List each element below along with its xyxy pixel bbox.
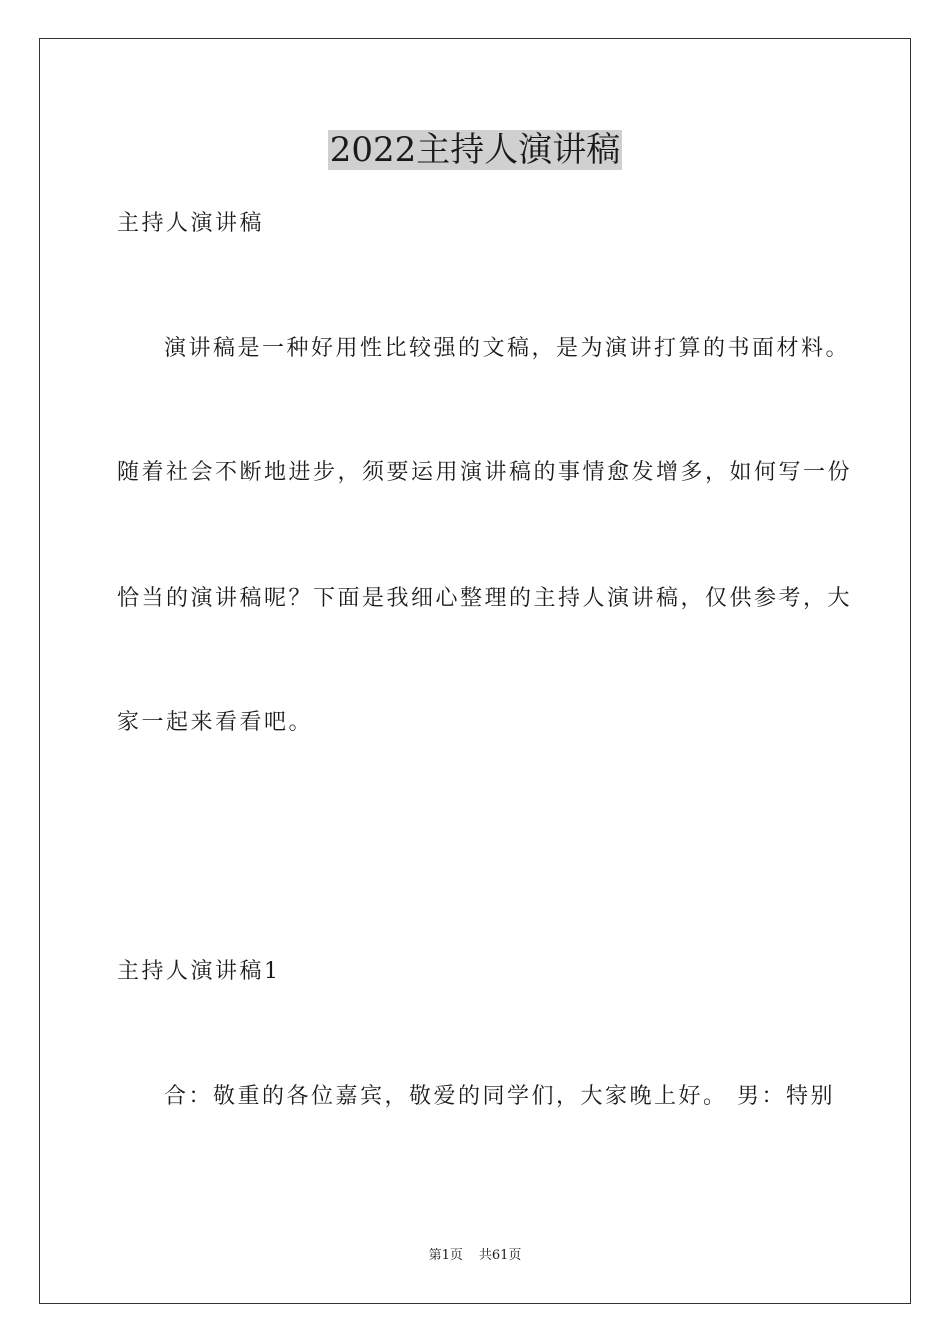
paragraph-line: 恰当的演讲稿呢？下面是我细心整理的主持人演讲稿，仅供参考，大 bbox=[117, 586, 853, 611]
page-number: 第1页 bbox=[428, 1248, 463, 1263]
page-footer bbox=[0, 1247, 950, 1265]
paragraph-line: 合：敬重的各位嘉宾，敬爱的同学们，大家晚上好。 男：特别 bbox=[164, 1084, 835, 1109]
page-total: 共61页 bbox=[478, 1248, 522, 1263]
paragraph-line: 随着社会不断地进步，须要运用演讲稿的事情愈发增多，如何写一份 bbox=[117, 460, 853, 485]
section-heading: 主持人演讲稿 bbox=[117, 211, 265, 236]
document-title bbox=[0, 128, 950, 172]
section-heading: 主持人演讲稿1 bbox=[117, 959, 281, 984]
paragraph-line: 家一起来看看吧。 bbox=[117, 710, 314, 735]
paragraph-line: 演讲稿是一种好用性比较强的文稿，是为演讲打算的书面材料。 bbox=[164, 336, 851, 361]
document-title-text: 2022主持人演讲稿 bbox=[329, 130, 621, 170]
